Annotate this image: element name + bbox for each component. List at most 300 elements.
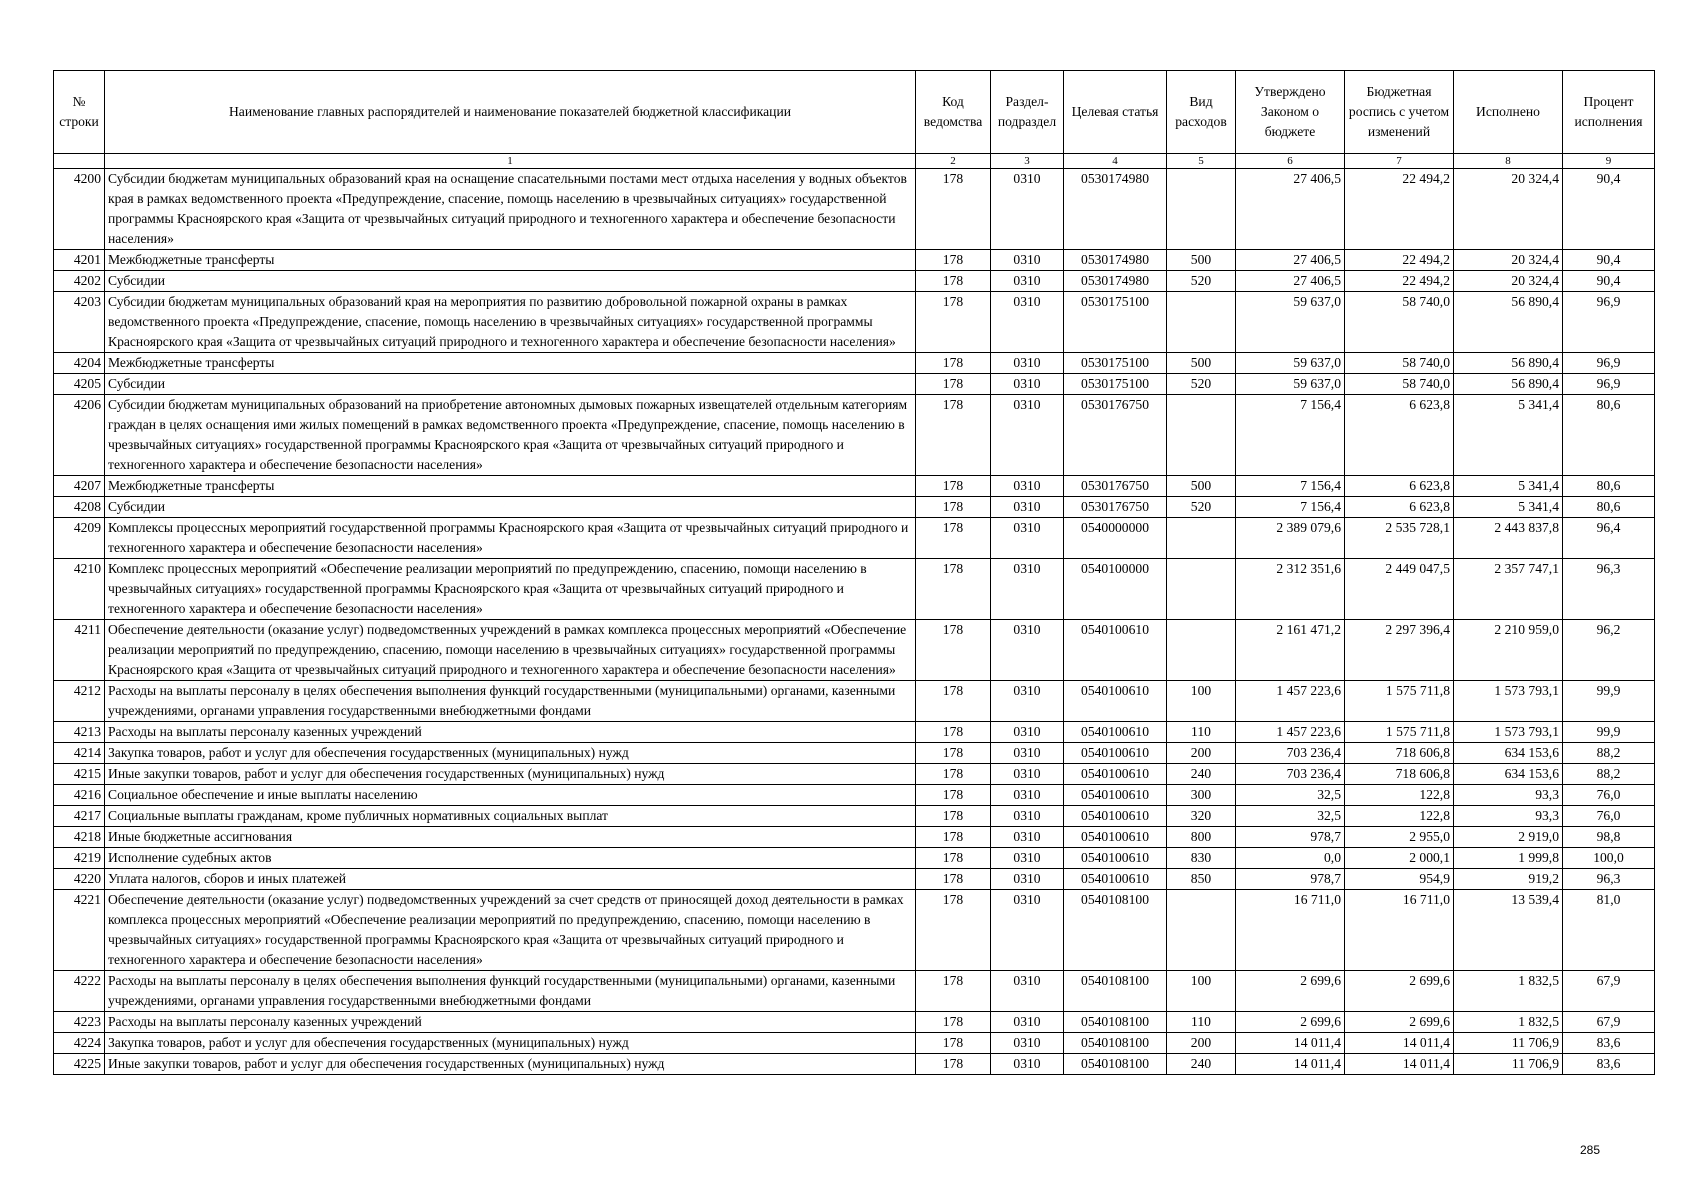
table-row	[54, 497, 1655, 518]
name-cell: Межбюджетные трансферты	[105, 353, 916, 374]
name-cell: Субсидии	[105, 271, 916, 292]
percent-cell: 88,2	[1563, 743, 1655, 764]
percent-cell: 80,6	[1563, 476, 1655, 497]
target-article-cell: 0540000000	[1064, 518, 1167, 559]
column-number: 3	[991, 154, 1064, 169]
approved-cell: 1 457 223,6	[1236, 681, 1345, 722]
name-cell: Расходы на выплаты персоналу в целях обеспечения выполнения функций государственными (муниципальными) органами, казенными учреждениями, органами управления государственными внебюджетными фондами	[105, 681, 916, 722]
approved-cell: 27 406,5	[1236, 250, 1345, 271]
row-number-cell: 4204	[54, 353, 105, 374]
approved-cell: 2 312 351,6	[1236, 559, 1345, 620]
header-expense-type: Вид расходов	[1167, 71, 1236, 154]
table-row	[54, 292, 1655, 353]
percent-cell: 99,9	[1563, 681, 1655, 722]
table-row	[54, 764, 1655, 785]
table-row	[54, 353, 1655, 374]
percent-cell: 96,2	[1563, 620, 1655, 681]
percent-cell: 90,4	[1563, 250, 1655, 271]
section-cell: 0310	[991, 785, 1064, 806]
budget-roster-cell: 2 449 047,5	[1345, 559, 1454, 620]
expense-type-cell	[1167, 292, 1236, 353]
row-number-cell: 4220	[54, 869, 105, 890]
table-row	[54, 395, 1655, 476]
column-number: 8	[1454, 154, 1563, 169]
target-article-cell: 0540108100	[1064, 890, 1167, 971]
table-row	[54, 1054, 1655, 1075]
executed-cell: 5 341,4	[1454, 476, 1563, 497]
table-row	[54, 374, 1655, 395]
approved-cell: 2 699,6	[1236, 971, 1345, 1012]
column-number-empty	[54, 154, 105, 169]
percent-cell: 76,0	[1563, 806, 1655, 827]
row-number-cell: 4218	[54, 827, 105, 848]
department-code-cell: 178	[916, 785, 991, 806]
executed-cell: 93,3	[1454, 785, 1563, 806]
table-row	[54, 620, 1655, 681]
column-number: 9	[1563, 154, 1655, 169]
table-row	[54, 1033, 1655, 1054]
percent-cell: 81,0	[1563, 890, 1655, 971]
executed-cell: 1 573 793,1	[1454, 722, 1563, 743]
row-number-cell: 4219	[54, 848, 105, 869]
section-cell: 0310	[991, 518, 1064, 559]
table-row	[54, 559, 1655, 620]
approved-cell: 703 236,4	[1236, 743, 1345, 764]
percent-cell: 96,4	[1563, 518, 1655, 559]
budget-roster-cell: 14 011,4	[1345, 1033, 1454, 1054]
executed-cell: 5 341,4	[1454, 497, 1563, 518]
department-code-cell: 178	[916, 722, 991, 743]
department-code-cell: 178	[916, 848, 991, 869]
executed-cell: 1 573 793,1	[1454, 681, 1563, 722]
name-cell: Расходы на выплаты персоналу в целях обеспечения выполнения функций государственными (муниципальными) органами, казенными учреждениями, органами управления государственными внебюджетными фондами	[105, 971, 916, 1012]
table-row	[54, 476, 1655, 497]
approved-cell: 7 156,4	[1236, 395, 1345, 476]
section-cell: 0310	[991, 250, 1064, 271]
name-cell: Расходы на выплаты персоналу казенных учреждений	[105, 722, 916, 743]
section-cell: 0310	[991, 497, 1064, 518]
budget-roster-cell: 2 955,0	[1345, 827, 1454, 848]
approved-cell: 2 389 079,6	[1236, 518, 1345, 559]
section-cell: 0310	[991, 1012, 1064, 1033]
budget-roster-cell: 22 494,2	[1345, 169, 1454, 250]
expense-type-cell: 100	[1167, 971, 1236, 1012]
budget-roster-cell: 2 535 728,1	[1345, 518, 1454, 559]
target-article-cell: 0530175100	[1064, 292, 1167, 353]
table-row	[54, 722, 1655, 743]
target-article-cell: 0540100610	[1064, 827, 1167, 848]
executed-cell: 13 539,4	[1454, 890, 1563, 971]
header-percent: Процент исполнения	[1563, 71, 1655, 154]
expense-type-cell: 110	[1167, 722, 1236, 743]
executed-cell: 56 890,4	[1454, 292, 1563, 353]
percent-cell: 90,4	[1563, 271, 1655, 292]
name-cell: Обеспечение деятельности (оказание услуг) подведомственных учреждений за счет средств от приносящей доход деятельности в рамках комплекса процессных мероприятий «Обеспечение реализации мероприятий по предупреждению, спасению, помощи населению в чрезвычайных ситуациях» государственной программы Красноярского края «Защита от чрезвычайных ситуаций природного и техногенного характера и обеспечение безопасности населения»	[105, 890, 916, 971]
department-code-cell: 178	[916, 1033, 991, 1054]
name-cell: Социальное обеспечение и иные выплаты населению	[105, 785, 916, 806]
section-cell: 0310	[991, 271, 1064, 292]
expense-type-cell: 500	[1167, 353, 1236, 374]
target-article-cell: 0530176750	[1064, 497, 1167, 518]
table-row	[54, 890, 1655, 971]
department-code-cell: 178	[916, 869, 991, 890]
column-number: 4	[1064, 154, 1167, 169]
executed-cell: 20 324,4	[1454, 250, 1563, 271]
percent-cell: 80,6	[1563, 497, 1655, 518]
percent-cell: 67,9	[1563, 971, 1655, 1012]
name-cell: Комплексы процессных мероприятий государственной программы Красноярского края «Защита от чрезвычайных ситуаций природного и техногенного характера и обеспечение безопасности населения»	[105, 518, 916, 559]
target-article-cell: 0540108100	[1064, 971, 1167, 1012]
row-number-cell: 4206	[54, 395, 105, 476]
approved-cell: 32,5	[1236, 785, 1345, 806]
percent-cell: 76,0	[1563, 785, 1655, 806]
name-cell: Иные закупки товаров, работ и услуг для обеспечения государственных (муниципальных) нужд	[105, 764, 916, 785]
name-cell: Закупка товаров, работ и услуг для обеспечения государственных (муниципальных) нужд	[105, 743, 916, 764]
department-code-cell: 178	[916, 1054, 991, 1075]
target-article-cell: 0530174980	[1064, 250, 1167, 271]
row-number-cell: 4225	[54, 1054, 105, 1075]
approved-cell: 14 011,4	[1236, 1033, 1345, 1054]
executed-cell: 56 890,4	[1454, 353, 1563, 374]
row-number-cell: 4203	[54, 292, 105, 353]
name-cell: Субсидии бюджетам муниципальных образований края на мероприятия по развитию добровольной пожарной охраны в рамках ведомственного проекта «Предупреждение, спасение, помощь населению в чрезвычайных ситуациях» государственной программы Красноярского края «Защита от чрезвычайных ситуаций природного и техногенного характера и обеспечение безопасности населения»	[105, 292, 916, 353]
expense-type-cell: 240	[1167, 1054, 1236, 1075]
table-body	[54, 169, 1655, 1075]
section-cell: 0310	[991, 1054, 1064, 1075]
target-article-cell: 0540108100	[1064, 1033, 1167, 1054]
percent-cell: 98,8	[1563, 827, 1655, 848]
row-number-cell: 4208	[54, 497, 105, 518]
name-cell: Закупка товаров, работ и услуг для обеспечения государственных (муниципальных) нужд	[105, 1033, 916, 1054]
budget-roster-cell: 16 711,0	[1345, 890, 1454, 971]
expense-type-cell: 200	[1167, 1033, 1236, 1054]
name-cell: Субсидии бюджетам муниципальных образований края на оснащение спасательными постами мест отдыха населения у водных объектов края в рамках ведомственного проекта «Предупреждение, спасение, помощь населению в чрезвычайных ситуациях» государственной программы Красноярского края «Защита от чрезвычайных ситуаций природного и техногенного характера и обеспечение безопасности населения»	[105, 169, 916, 250]
budget-roster-cell: 6 623,8	[1345, 497, 1454, 518]
target-article-cell: 0540100610	[1064, 806, 1167, 827]
target-article-cell: 0540100610	[1064, 620, 1167, 681]
approved-cell: 27 406,5	[1236, 169, 1345, 250]
table-row	[54, 971, 1655, 1012]
expense-type-cell: 520	[1167, 271, 1236, 292]
table-row	[54, 518, 1655, 559]
percent-cell: 80,6	[1563, 395, 1655, 476]
executed-cell: 1 832,5	[1454, 1012, 1563, 1033]
expense-type-cell	[1167, 518, 1236, 559]
percent-cell: 96,9	[1563, 353, 1655, 374]
table-row	[54, 250, 1655, 271]
target-article-cell: 0530176750	[1064, 395, 1167, 476]
target-article-cell: 0540100000	[1064, 559, 1167, 620]
section-cell: 0310	[991, 292, 1064, 353]
department-code-cell: 178	[916, 764, 991, 785]
row-number-cell: 4217	[54, 806, 105, 827]
budget-roster-cell: 2 699,6	[1345, 971, 1454, 1012]
executed-cell: 20 324,4	[1454, 271, 1563, 292]
name-cell: Уплата налогов, сборов и иных платежей	[105, 869, 916, 890]
department-code-cell: 178	[916, 806, 991, 827]
column-number: 2	[916, 154, 991, 169]
expense-type-cell: 200	[1167, 743, 1236, 764]
executed-cell: 5 341,4	[1454, 395, 1563, 476]
budget-roster-cell: 122,8	[1345, 806, 1454, 827]
column-number: 7	[1345, 154, 1454, 169]
header-approved: Утверждено Законом о бюджете	[1236, 71, 1345, 154]
target-article-cell: 0540100610	[1064, 722, 1167, 743]
section-cell: 0310	[991, 890, 1064, 971]
percent-cell: 67,9	[1563, 1012, 1655, 1033]
name-cell: Обеспечение деятельности (оказание услуг) подведомственных учреждений в рамках комплекса процессных мероприятий «Обеспечение реализации мероприятий по предупреждению, спасению, помощи населению в чрезвычайных ситуациях» государственной программы Красноярского края «Защита от чрезвычайных ситуаций природного и техногенного характера и обеспечение безопасности населения»	[105, 620, 916, 681]
expense-type-cell	[1167, 395, 1236, 476]
approved-cell: 978,7	[1236, 869, 1345, 890]
name-cell: Межбюджетные трансферты	[105, 476, 916, 497]
department-code-cell: 178	[916, 250, 991, 271]
executed-cell: 634 153,6	[1454, 743, 1563, 764]
header-row-number: № строки	[54, 71, 105, 154]
department-code-cell: 178	[916, 497, 991, 518]
executed-cell: 1 999,8	[1454, 848, 1563, 869]
executed-cell: 11 706,9	[1454, 1033, 1563, 1054]
department-code-cell: 178	[916, 271, 991, 292]
target-article-cell: 0530174980	[1064, 271, 1167, 292]
executed-cell: 20 324,4	[1454, 169, 1563, 250]
budget-roster-cell: 22 494,2	[1345, 271, 1454, 292]
expense-type-cell: 520	[1167, 374, 1236, 395]
section-cell: 0310	[991, 971, 1064, 1012]
section-cell: 0310	[991, 620, 1064, 681]
section-cell: 0310	[991, 169, 1064, 250]
department-code-cell: 178	[916, 169, 991, 250]
row-number-cell: 4214	[54, 743, 105, 764]
executed-cell: 634 153,6	[1454, 764, 1563, 785]
page-number: 285	[1580, 1143, 1601, 1157]
target-article-cell: 0530175100	[1064, 374, 1167, 395]
section-cell: 0310	[991, 848, 1064, 869]
department-code-cell: 178	[916, 559, 991, 620]
section-cell: 0310	[991, 827, 1064, 848]
name-cell: Субсидии	[105, 374, 916, 395]
section-cell: 0310	[991, 806, 1064, 827]
row-number-cell: 4201	[54, 250, 105, 271]
expense-type-cell: 850	[1167, 869, 1236, 890]
department-code-cell: 178	[916, 743, 991, 764]
name-cell: Комплекс процессных мероприятий «Обеспечение реализации мероприятий по предупреждению, спасению, помощи населению в чрезвычайных ситуациях» государственной программы Красноярского края «Защита от чрезвычайных ситуаций природного и техногенного характера и обеспечение безопасности населения»	[105, 559, 916, 620]
executed-cell: 2 357 747,1	[1454, 559, 1563, 620]
expense-type-cell: 300	[1167, 785, 1236, 806]
row-number-cell: 4200	[54, 169, 105, 250]
row-number-cell: 4213	[54, 722, 105, 743]
row-number-cell: 4210	[54, 559, 105, 620]
section-cell: 0310	[991, 1033, 1064, 1054]
section-cell: 0310	[991, 353, 1064, 374]
expense-type-cell: 320	[1167, 806, 1236, 827]
percent-cell: 90,4	[1563, 169, 1655, 250]
budget-roster-cell: 1 575 711,8	[1345, 722, 1454, 743]
table-row	[54, 743, 1655, 764]
budget-roster-cell: 2 699,6	[1345, 1012, 1454, 1033]
budget-roster-cell: 58 740,0	[1345, 353, 1454, 374]
budget-roster-cell: 954,9	[1345, 869, 1454, 890]
section-cell: 0310	[991, 764, 1064, 785]
department-code-cell: 178	[916, 292, 991, 353]
budget-roster-cell: 122,8	[1345, 785, 1454, 806]
department-code-cell: 178	[916, 681, 991, 722]
header-department-code: Код ведомства	[916, 71, 991, 154]
budget-roster-cell: 718 606,8	[1345, 743, 1454, 764]
approved-cell: 27 406,5	[1236, 271, 1345, 292]
department-code-cell: 178	[916, 353, 991, 374]
approved-cell: 59 637,0	[1236, 292, 1345, 353]
section-cell: 0310	[991, 681, 1064, 722]
executed-cell: 2 443 837,8	[1454, 518, 1563, 559]
expense-type-cell	[1167, 620, 1236, 681]
table-row	[54, 806, 1655, 827]
target-article-cell: 0530175100	[1064, 353, 1167, 374]
approved-cell: 703 236,4	[1236, 764, 1345, 785]
expense-type-cell: 830	[1167, 848, 1236, 869]
percent-cell: 96,3	[1563, 869, 1655, 890]
approved-cell: 7 156,4	[1236, 476, 1345, 497]
budget-roster-cell: 718 606,8	[1345, 764, 1454, 785]
table-row	[54, 681, 1655, 722]
expense-type-cell: 110	[1167, 1012, 1236, 1033]
row-number-cell: 4221	[54, 890, 105, 971]
approved-cell: 59 637,0	[1236, 374, 1345, 395]
executed-cell: 2 919,0	[1454, 827, 1563, 848]
department-code-cell: 178	[916, 620, 991, 681]
table-row	[54, 869, 1655, 890]
expense-type-cell: 520	[1167, 497, 1236, 518]
department-code-cell: 178	[916, 374, 991, 395]
header-name: Наименование главных распорядителей и наименование показателей бюджетной классификации	[105, 71, 916, 154]
target-article-cell: 0540100610	[1064, 848, 1167, 869]
approved-cell: 0,0	[1236, 848, 1345, 869]
department-code-cell: 178	[916, 476, 991, 497]
header-section: Раздел-подраздел	[991, 71, 1064, 154]
approved-cell: 978,7	[1236, 827, 1345, 848]
budget-roster-cell: 1 575 711,8	[1345, 681, 1454, 722]
column-number: 5	[1167, 154, 1236, 169]
expense-type-cell	[1167, 559, 1236, 620]
percent-cell: 96,9	[1563, 292, 1655, 353]
target-article-cell: 0540100610	[1064, 681, 1167, 722]
department-code-cell: 178	[916, 971, 991, 1012]
percent-cell: 96,9	[1563, 374, 1655, 395]
table-row	[54, 271, 1655, 292]
header-budget-roster: Бюджетная роспись с учетом изменений	[1345, 71, 1454, 154]
row-number-cell: 4212	[54, 681, 105, 722]
department-code-cell: 178	[916, 1012, 991, 1033]
column-number: 1	[105, 154, 916, 169]
table-row	[54, 169, 1655, 250]
executed-cell: 93,3	[1454, 806, 1563, 827]
name-cell: Иные закупки товаров, работ и услуг для обеспечения государственных (муниципальных) нужд	[105, 1054, 916, 1075]
expense-type-cell	[1167, 169, 1236, 250]
percent-cell: 100,0	[1563, 848, 1655, 869]
budget-execution-table	[53, 70, 1655, 1075]
percent-cell: 96,3	[1563, 559, 1655, 620]
section-cell: 0310	[991, 743, 1064, 764]
row-number-cell: 4209	[54, 518, 105, 559]
section-cell: 0310	[991, 374, 1064, 395]
expense-type-cell: 240	[1167, 764, 1236, 785]
name-cell: Социальные выплаты гражданам, кроме публичных нормативных социальных выплат	[105, 806, 916, 827]
table-row	[54, 1012, 1655, 1033]
name-cell: Расходы на выплаты персоналу казенных учреждений	[105, 1012, 916, 1033]
percent-cell: 83,6	[1563, 1033, 1655, 1054]
target-article-cell: 0530174980	[1064, 169, 1167, 250]
percent-cell: 99,9	[1563, 722, 1655, 743]
row-number-cell: 4224	[54, 1033, 105, 1054]
target-article-cell: 0540108100	[1064, 1054, 1167, 1075]
target-article-cell: 0540100610	[1064, 764, 1167, 785]
approved-cell: 2 161 471,2	[1236, 620, 1345, 681]
approved-cell: 7 156,4	[1236, 497, 1345, 518]
row-number-cell: 4202	[54, 271, 105, 292]
budget-roster-cell: 2 297 396,4	[1345, 620, 1454, 681]
expense-type-cell: 100	[1167, 681, 1236, 722]
expense-type-cell: 500	[1167, 476, 1236, 497]
row-number-cell: 4211	[54, 620, 105, 681]
target-article-cell: 0540100610	[1064, 869, 1167, 890]
section-cell: 0310	[991, 722, 1064, 743]
name-cell: Исполнение судебных актов	[105, 848, 916, 869]
section-cell: 0310	[991, 476, 1064, 497]
department-code-cell: 178	[916, 395, 991, 476]
budget-roster-cell: 22 494,2	[1345, 250, 1454, 271]
table-row	[54, 848, 1655, 869]
executed-cell: 919,2	[1454, 869, 1563, 890]
budget-roster-cell: 6 623,8	[1345, 395, 1454, 476]
executed-cell: 11 706,9	[1454, 1054, 1563, 1075]
approved-cell: 59 637,0	[1236, 353, 1345, 374]
row-number-cell: 4222	[54, 971, 105, 1012]
budget-roster-cell: 2 000,1	[1345, 848, 1454, 869]
target-article-cell: 0540108100	[1064, 1012, 1167, 1033]
executed-cell: 2 210 959,0	[1454, 620, 1563, 681]
approved-cell: 16 711,0	[1236, 890, 1345, 971]
section-cell: 0310	[991, 869, 1064, 890]
target-article-cell: 0540100610	[1064, 785, 1167, 806]
header-executed: Исполнено	[1454, 71, 1563, 154]
name-cell: Субсидии	[105, 497, 916, 518]
header-target-article: Целевая статья	[1064, 71, 1167, 154]
percent-cell: 88,2	[1563, 764, 1655, 785]
table-row	[54, 785, 1655, 806]
budget-roster-cell: 58 740,0	[1345, 374, 1454, 395]
approved-cell: 14 011,4	[1236, 1054, 1345, 1075]
row-number-cell: 4207	[54, 476, 105, 497]
budget-roster-cell: 14 011,4	[1345, 1054, 1454, 1075]
row-number-cell: 4215	[54, 764, 105, 785]
approved-cell: 2 699,6	[1236, 1012, 1345, 1033]
expense-type-cell: 800	[1167, 827, 1236, 848]
column-number: 6	[1236, 154, 1345, 169]
name-cell: Межбюджетные трансферты	[105, 250, 916, 271]
column-number-row	[54, 154, 1655, 169]
approved-cell: 1 457 223,6	[1236, 722, 1345, 743]
header-row	[54, 71, 1655, 154]
section-cell: 0310	[991, 395, 1064, 476]
executed-cell: 1 832,5	[1454, 971, 1563, 1012]
approved-cell: 32,5	[1236, 806, 1345, 827]
expense-type-cell: 500	[1167, 250, 1236, 271]
section-cell: 0310	[991, 559, 1064, 620]
department-code-cell: 178	[916, 890, 991, 971]
target-article-cell: 0540100610	[1064, 743, 1167, 764]
name-cell: Иные бюджетные ассигнования	[105, 827, 916, 848]
row-number-cell: 4223	[54, 1012, 105, 1033]
table-row	[54, 827, 1655, 848]
